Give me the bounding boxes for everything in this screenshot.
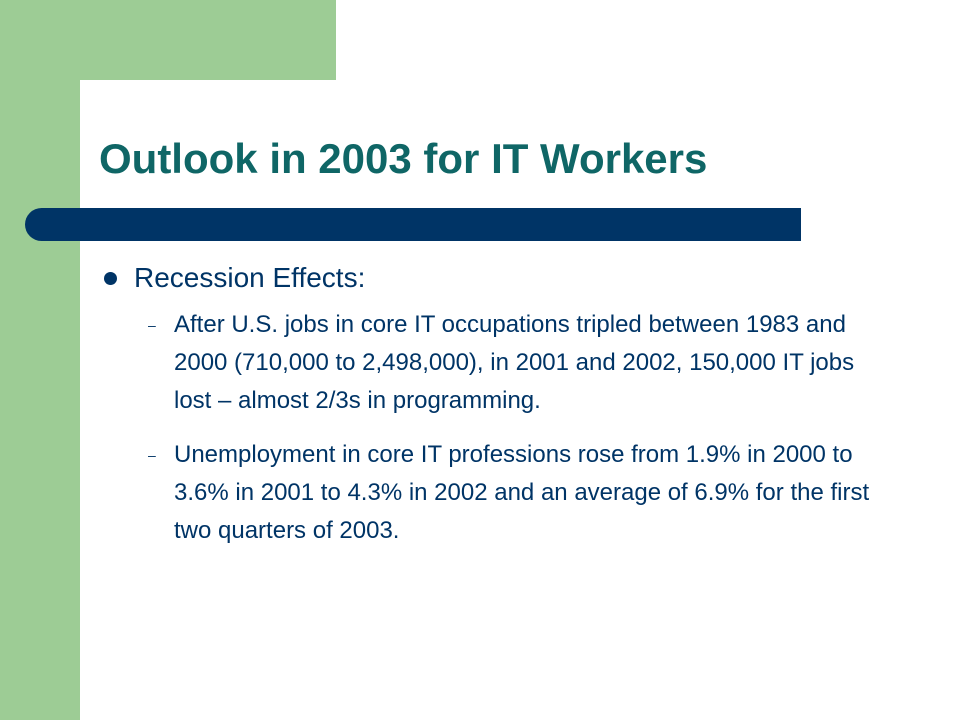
sub-bullet-item <box>104 306 894 420</box>
sub-bullet-text: After U.S. jobs in core IT occupations tripled between 1983 and 2000 (710,000 to 2,498,000), in 2001 and 2002, 150,000 IT jobs lost – almost 2/3s in programming. <box>174 311 855 414</box>
dash-marker: – <box>148 317 156 333</box>
green-side-band <box>0 0 80 720</box>
slide-title: Outlook in 2003 for IT Workers <box>99 135 708 182</box>
slide-body <box>104 256 894 566</box>
sub-bullet-text: Unemployment in core IT professions rose from 1.9% in 2000 to 3.6% in 2001 to 4.3% in 2002 and an average of 6.9% for the first two quarters of 2003. <box>174 441 870 544</box>
bullet-item <box>104 256 894 300</box>
title-underline-bar <box>25 208 801 241</box>
sub-bullet-list <box>104 306 894 550</box>
sub-bullet-item <box>104 436 894 550</box>
green-corner-block <box>0 0 336 80</box>
bullet-dot-icon <box>104 272 117 285</box>
bullet-label: Recession Effects: <box>134 262 366 293</box>
dash-marker: – <box>148 447 156 463</box>
